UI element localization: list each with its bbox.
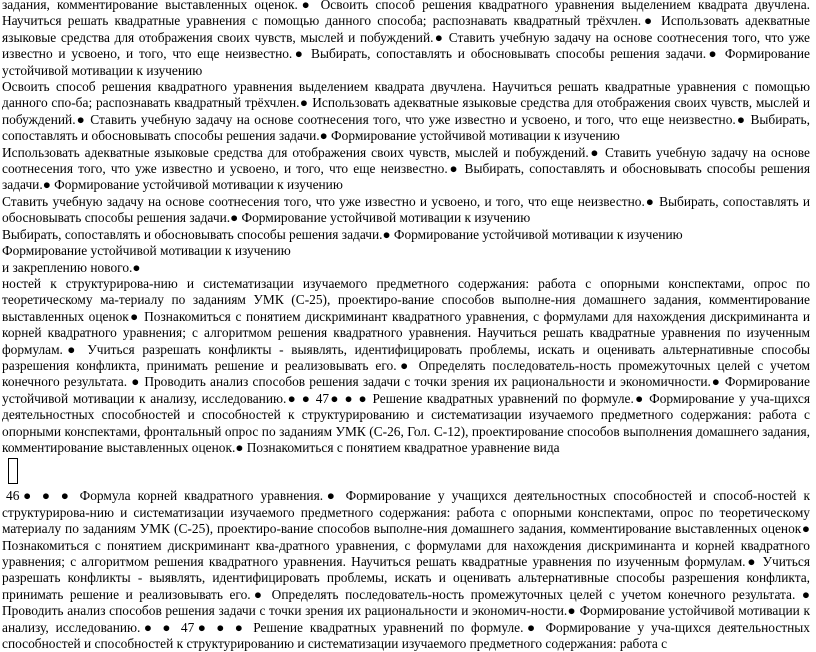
formula-image-placeholder bbox=[8, 458, 18, 484]
paragraph-7: и закреплению нового.● bbox=[2, 259, 141, 275]
paragraph-8: ностей к структурирова-нию и систематизации изучаемого предметного содержания: работа с опорными конспектами, опрос по теоретическому ма-териалу по заданиям УМК (С-25), проектиро-вание способов выполне-ния домашнего задания, комментирование выставленных оценок● Познакомиться с понятием дискриминант квадратного уравнения, с формулами для нахождения дискриминанта и корней квадратного уравнения; с алгоритмом решения квадратного уравнения. Научиться решать квадратные уравнения по изученным формулам.● Учиться разрешать конфликты - выявлять, идентифицировать проблемы, искать и оценивать альтернативные способы разрешения конфликта, принимать решение и реализовывать его.● Определять последователь-ность промежуточных целей с учетом конечного результата. ● Проводить анализ способов решения задачи с точки зрения их рациональности и экономичности.● Формирование устойчивой мотивации к анализу, исследованию.● ● 47● ● ● Решение квадратных уравнений по формуле.● Формирование у уча-щихся деятельностных способностей и способностей к структурированию и систематизации изучаемого предметного содержания: работа с опорными конспектами, фронтальный опрос по заданиям УМК (С-26, Гол. С-12), проектирование способов выполнения домашнего задания, комментирование выставленных оценок.● Познакомиться с понятием квадратное уравнение вида bbox=[2, 275, 810, 455]
paragraph-6: Формирование устойчивой мотивации к изучению bbox=[2, 243, 291, 259]
paragraph-2: Освоить способ решения квадратного уравнения выделением квадрата двучлена. Научиться решать квадратные уравнения с помощью данного спо-ба; распознавать квадратный трёхчлен.● Использовать адекватные языковые средства для отображения своих чувств, мыслей и побуждений.● Ставить учебную задачу на основе соотнесения того, что уже известно и усвоено, и того, что еще неизвестно.● Выбирать, сопоставлять и обосновывать способы решения задачи.● Формирование устойчивой мотивации к изучению bbox=[2, 79, 810, 144]
paragraph-1: задания, комментирование выставленных оценок.● Освоить способ решения квадратного уравнения выделением квадрата двучлена. Научиться решать квадратные уравнения с помощью данного способа; распознавать квадратный трёхчлен.● Использовать адекватные языковые средства для отображения своих чувств, мыслей и побуждений.● Ставить учебную задачу на основе соотнесения того, что уже известно и усвоено, и того, что еще неизвестно.● Выбирать, сопоставлять и обосновывать способы решения задачи.● Формирование устойчивой мотивации к изучению bbox=[2, 0, 810, 78]
paragraph-9: 46● ● ● Формула корней квадратного уравнения.● Формирование у учащихся деятельностных способностей и способ-ностей к структурирова-нию и систематизации изучаемого предметного содержания: работа с опорными конспектами, опрос по теоретическому материалу по заданиям УМК (С-25), проектиро-вание способов выполне-ния домашнего задания, комментирование выставленных оценок● Познакомиться с понятием дискриминант ква-дратного уравнения, с формулами для нахождения дискриминанта и корней квадратного уравнения; с алгоритмом решения квадратного уравнения. Научиться решать квадратные уравнения по изученным формулам.● Учиться разрешать конфликты - выявлять, идентифицировать проблемы, искать и оценивать альтернативные способы разрешения конфликта, принимать решение и реализовывать его.● Определять последователь-ность промежуточных целей с учетом конечного результата. ● Проводить анализ способов решения задачи с точки зрения их рациональности и экономич-ности.● Формирование устойчивой мотивации к анализу, исследованию.● ● 47● ● ● Решение квадратных уравнений по формуле.● Формирование у уча-щихся деятельностных способностей и способностей к структурированию и систематизации изучаемого предметного содержания: работа с bbox=[2, 488, 810, 652]
paragraph-4: Ставить учебную задачу на основе соотнесения того, что уже известно и усвоено, и того, что еще неизвестно.● Выбирать, сопоставлять и обосновывать способы решения задачи.● Формирование устойчивой мотивации к изучению bbox=[2, 193, 810, 226]
paragraph-5: Выбирать, сопоставлять и обосновывать способы решения задачи.● Формирование устойчивой мотивации к изучению bbox=[2, 226, 683, 242]
paragraph-3: Использовать адекватные языковые средства для отображения своих чувств, мыслей и побуждений.● Ставить учебную задачу на основе соотнесения того, что уже известно и усвоено, и того, что еще неизвестно.● Выбирать, сопоставлять и обосновывать способы решения задачи.● Формирование устойчивой мотивации к изучению bbox=[2, 144, 810, 193]
